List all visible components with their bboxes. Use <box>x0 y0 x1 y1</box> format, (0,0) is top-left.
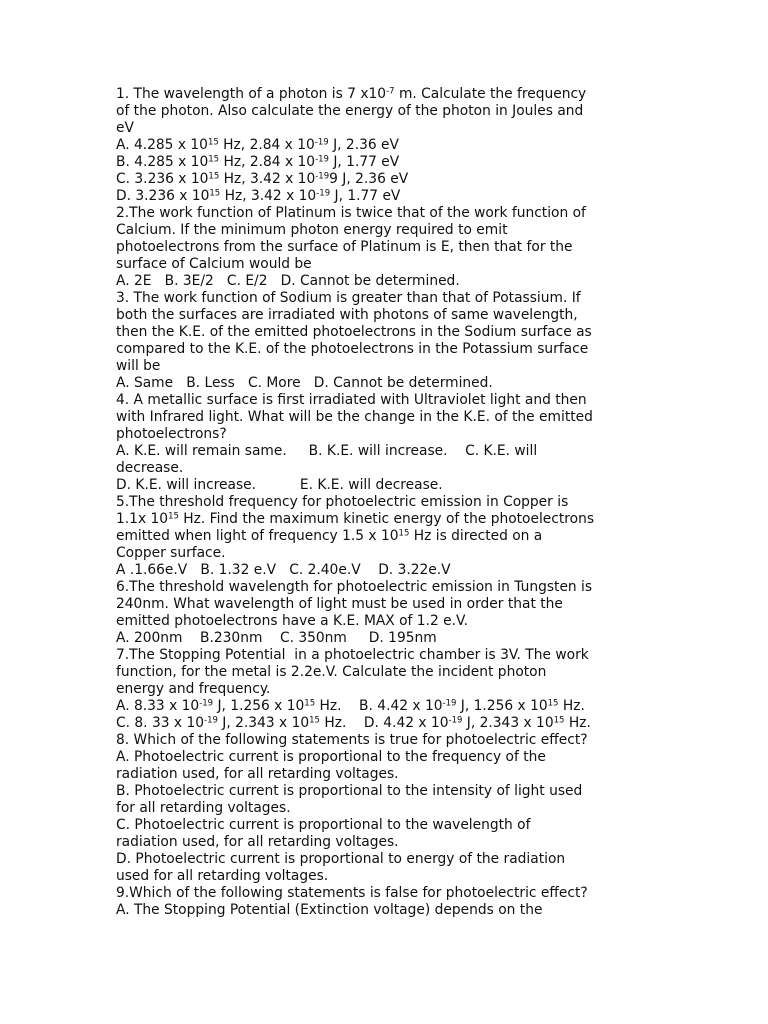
text-run: emitted when light of frequency 1.5 x 10 <box>116 528 399 544</box>
text-line <box>116 630 656 647</box>
text-run: used for all retarding voltages. <box>116 868 329 884</box>
superscript-exponent: 15 <box>207 137 219 148</box>
superscript-exponent: 15 <box>304 698 316 709</box>
text-run: 4. A metallic surface is first irradiated with Ultraviolet light and then <box>116 392 587 408</box>
superscript-exponent: 15 <box>398 528 410 539</box>
text-run: D. Photoelectric current is proportional to energy of the radiation <box>116 851 566 867</box>
text-run: Calcium. If the minimum photon energy required to emit <box>116 222 508 238</box>
text-run: radiation used, for all retarding voltages. <box>116 834 399 850</box>
text-line <box>116 766 656 783</box>
text-line <box>116 902 656 919</box>
text-line <box>116 494 656 511</box>
superscript-exponent: -19 <box>316 188 331 199</box>
text-run: J, 1.77 eV <box>330 188 401 204</box>
text-run: C. 8. 33 x 10 <box>116 715 205 731</box>
text-run: photoelectrons from the surface of Platinum is E, then that for the <box>116 239 573 255</box>
text-line <box>116 868 656 885</box>
text-line <box>116 732 656 749</box>
superscript-exponent: -19 <box>314 137 329 148</box>
text-line <box>116 120 656 137</box>
text-run: 2.The work function of Platinum is twice that of the work function of <box>116 205 586 221</box>
text-run: J, 1.256 x 10 <box>456 698 548 714</box>
text-run: 1.1x 10 <box>116 511 169 527</box>
text-run: compared to the K.E. of the photoelectrons in the Potassium surface <box>116 341 589 357</box>
text-run: energy and frequency. <box>116 681 271 697</box>
text-line <box>116 800 656 817</box>
superscript-exponent: -7 <box>386 86 395 97</box>
text-run: for all retarding voltages. <box>116 800 291 816</box>
text-line <box>116 885 656 902</box>
text-line <box>116 783 656 800</box>
text-line <box>116 273 656 290</box>
text-line <box>116 137 656 154</box>
superscript-exponent: -19 <box>315 154 329 165</box>
text-line <box>116 579 656 596</box>
text-run: J, 2.36 eV <box>328 137 399 153</box>
text-run: will be <box>116 358 161 374</box>
text-run: 240nm. What wavelength of light must be used in order that the <box>116 596 563 612</box>
text-line <box>116 86 656 103</box>
text-run: decrease. <box>116 460 184 476</box>
superscript-exponent: 15 <box>168 511 179 522</box>
superscript-exponent: 15 <box>208 154 220 165</box>
document-page <box>116 86 656 919</box>
text-line <box>116 681 656 698</box>
text-run: Hz, 3.42 x 10 <box>219 171 316 187</box>
text-line <box>116 188 656 205</box>
text-run: with Infrared light. What will be the change in the K.E. of the emitted <box>116 409 593 425</box>
text-run: Copper surface. <box>116 545 226 561</box>
text-line <box>116 647 656 664</box>
text-run: D. K.E. will increase. E. K.E. will decrease. <box>116 477 443 493</box>
text-run: photoelectrons? <box>116 426 227 442</box>
text-line <box>116 834 656 851</box>
text-run: A. Same B. Less C. More D. Cannot be determined. <box>116 375 493 391</box>
text-line <box>116 511 656 528</box>
text-run: 9 J, 2.36 eV <box>329 171 409 187</box>
text-run: surface of Calcium would be <box>116 256 312 272</box>
text-line <box>116 749 656 766</box>
text-run: A. 4.285 x 10 <box>116 137 208 153</box>
text-line <box>116 460 656 477</box>
text-line <box>116 851 656 868</box>
text-run: 9.Which of the following statements is false for photoelectric effect? <box>116 885 588 901</box>
text-run: 3. The work function of Sodium is greater than that of Potassium. If <box>116 290 581 306</box>
text-line <box>116 239 656 256</box>
text-line <box>116 664 656 681</box>
text-line <box>116 256 656 273</box>
text-run: J, 1.77 eV <box>328 154 400 170</box>
superscript-exponent: -19 <box>204 715 218 726</box>
text-run: J, 1.256 x 10 <box>213 698 305 714</box>
text-run: then the K.E. of the emitted photoelectrons in the Sodium surface as <box>116 324 592 340</box>
text-line <box>116 613 656 630</box>
text-run: Hz. <box>564 715 591 731</box>
text-run: 5.The threshold frequency for photoelectric emission in Copper is <box>116 494 569 510</box>
text-run: J, 2.343 x 10 <box>217 715 310 731</box>
text-line <box>116 392 656 409</box>
text-run: D. 3.236 x 10 <box>116 188 210 204</box>
text-line <box>116 715 656 732</box>
text-run: 6.The threshold wavelength for photoelectric emission in Tungsten is <box>116 579 593 595</box>
text-run: A. Photoelectric current is proportional to the frequency of the <box>116 749 546 765</box>
text-run: 8. Which of the following statements is true for photoelectric effect? <box>116 732 588 748</box>
text-line <box>116 426 656 443</box>
text-line <box>116 443 656 460</box>
text-run: Hz, 2.84 x 10 <box>219 154 316 170</box>
text-line <box>116 596 656 613</box>
text-run: B. 4.285 x 10 <box>116 154 209 170</box>
text-run: function, for the metal is 2.2e.V. Calculate the incident photon <box>116 664 547 680</box>
text-run: C. 3.236 x 10 <box>116 171 209 187</box>
text-line <box>116 324 656 341</box>
text-run: A. The Stopping Potential (Extinction voltage) depends on the <box>116 902 543 918</box>
superscript-exponent: 15 <box>553 715 565 726</box>
text-run: radiation used, for all retarding voltages. <box>116 766 399 782</box>
text-run: A. 2E B. 3E/2 C. E/2 D. Cannot be determined. <box>116 273 460 289</box>
text-run: Hz is directed on a <box>409 528 543 544</box>
superscript-exponent: 15 <box>209 188 221 199</box>
text-run: emitted photoelectrons have a K.E. MAX of 1.2 e.V. <box>116 613 469 629</box>
text-line <box>116 375 656 392</box>
superscript-exponent: 15 <box>309 715 320 726</box>
text-line <box>116 154 656 171</box>
text-run: Hz. <box>558 698 585 714</box>
text-line <box>116 409 656 426</box>
text-line <box>116 477 656 494</box>
text-line <box>116 545 656 562</box>
text-run: J, 2.343 x 10 <box>462 715 554 731</box>
superscript-exponent: 15 <box>208 171 220 182</box>
text-line <box>116 103 656 120</box>
superscript-exponent: -19 <box>448 715 463 726</box>
text-line <box>116 528 656 545</box>
text-run: Hz. D. 4.42 x 10 <box>319 715 449 731</box>
text-run: of the photon. Also calculate the energy of the photon in Joules and <box>116 103 584 119</box>
text-line <box>116 290 656 307</box>
text-run: eV <box>116 120 134 136</box>
text-run: Hz, 2.84 x 10 <box>218 137 315 153</box>
text-run: A. 200nm B.230nm C. 350nm D. 195nm <box>116 630 437 646</box>
text-line <box>116 222 656 239</box>
text-line <box>116 171 656 188</box>
text-run: A .1.66e.V B. 1.32 e.V C. 2.40e.V D. 3.22e.V <box>116 562 451 578</box>
text-run: 7.The Stopping Potential in a photoelectric chamber is 3V. The work <box>116 647 589 663</box>
text-line <box>116 307 656 324</box>
text-line <box>116 562 656 579</box>
text-run: both the surfaces are irradiated with photons of same wavelength, <box>116 307 578 323</box>
text-run: 1. The wavelength of a photon is 7 x10 <box>116 86 387 102</box>
text-run: A. K.E. will remain same. B. K.E. will increase. C. K.E. will <box>116 443 538 459</box>
text-run: Hz, 3.42 x 10 <box>220 188 317 204</box>
text-run: A. 8.33 x 10 <box>116 698 200 714</box>
text-run: C. Photoelectric current is proportional to the wavelength of <box>116 817 531 833</box>
text-line <box>116 205 656 222</box>
text-line <box>116 817 656 834</box>
text-run: Hz. B. 4.42 x 10 <box>315 698 443 714</box>
text-line <box>116 698 656 715</box>
text-run: B. Photoelectric current is proportional to the intensity of light used <box>116 783 583 799</box>
text-run: m. Calculate the frequency <box>394 86 587 102</box>
superscript-exponent: -19 <box>199 698 214 709</box>
text-run: Hz. Find the maximum kinetic energy of the photoelectrons <box>178 511 595 527</box>
superscript-exponent: -19 <box>442 698 457 709</box>
superscript-exponent: -19 <box>315 171 330 182</box>
text-line <box>116 341 656 358</box>
superscript-exponent: 15 <box>547 698 559 709</box>
text-line <box>116 358 656 375</box>
